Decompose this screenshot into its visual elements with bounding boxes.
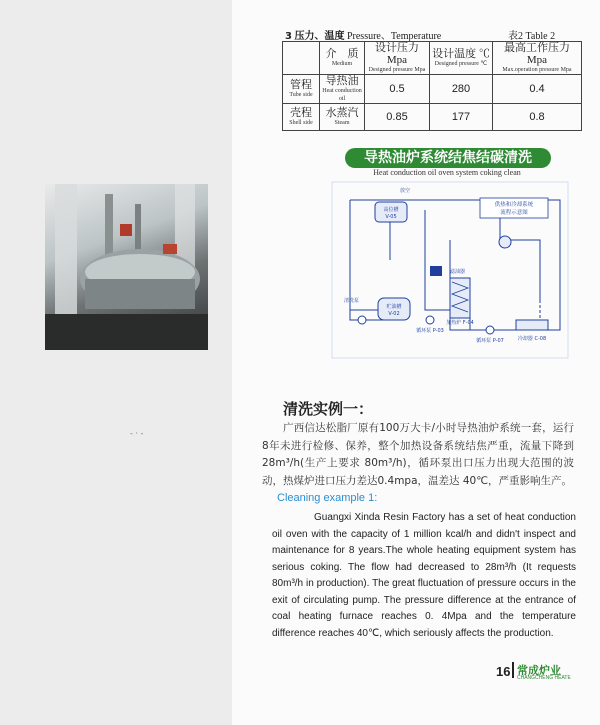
tank-v05-label-line2: V-05	[385, 214, 397, 220]
row-side-cell	[283, 104, 320, 131]
diagram-title-banner: 导热油炉系统结焦结碳清洗	[345, 148, 551, 168]
table-header-cell	[365, 42, 430, 75]
boiler-room-illustration	[45, 184, 208, 350]
medium-en: Heat conduction oil	[322, 88, 362, 102]
medium-en: Steam	[334, 120, 350, 126]
side-en: Tube side	[289, 92, 313, 98]
tank-v02-label-line1: 贮油槽	[386, 304, 402, 310]
row-medium-cell	[320, 75, 365, 104]
english-heading: Cleaning example 1:	[277, 492, 378, 504]
row-max-pressure-cell: 0.8	[493, 104, 582, 131]
header-en: Designed pressure Mpa	[368, 67, 426, 73]
row-pressure-cell: 0.5	[365, 75, 430, 104]
vent-label: 放空	[400, 188, 411, 194]
table-header-cell	[493, 42, 582, 75]
flow-diagram-label-line2: 流程示意图	[500, 210, 528, 216]
pump-p03	[426, 316, 434, 324]
process-flow-diagram	[330, 180, 570, 360]
header-cn: 设计压力 Mpa	[375, 42, 419, 66]
chinese-body-text: 广西信达松脂厂原有100万大卡/小时导热油炉系统一套，运行8年未进行检修、保养，整个加热设备系统结焦严重，流量下降到28m³/h(生产上要求 80m³/h)，循环泵出口压力出现大范围的波动，热煤炉进口压力差达0.4mpa，温差达 40℃，严重影响生产。	[262, 422, 574, 487]
brand-name-cn: 常成炉业	[517, 664, 561, 677]
table-title	[285, 27, 441, 42]
left-margin-strip	[0, 0, 232, 725]
english-body-text: Guangxi Xinda Resin Factory has a set of heat conduction oil oven with the capacity of 1 million kcal/h and didn't inspect and maintenance for 8 years.The whole heating equipment system has serious coking. The flow had decreased to 28m³/h (It requests 80m³/h in production). The great fluctuation of pressure occurs in the exit of circulating pump. The pressure difference at the entrance of coal heating furnace reaches 0. 4Mpa and the temperature difference reaches 40℃, which seriously affects the production.	[272, 512, 576, 639]
table-row	[283, 75, 582, 104]
spec-table	[282, 41, 582, 131]
filter-label: 滤油器	[450, 269, 466, 275]
furnace-label: 加热炉 F-04	[446, 320, 474, 326]
table-header-cell	[430, 42, 493, 75]
pipe-line	[500, 240, 540, 300]
table-row	[283, 104, 582, 131]
row-max-pressure-cell: 0.4	[493, 75, 582, 104]
row-pressure-cell: 0.85	[365, 104, 430, 131]
side-en: Shell side	[289, 120, 313, 126]
tank-v05-label-line1: 高位槽	[383, 207, 399, 213]
medium-cn: 水蒸汽	[325, 107, 359, 119]
header-en: Max.operation pressure Mpa	[502, 67, 572, 73]
decorative-mark: - · -	[130, 429, 144, 438]
footer-divider	[512, 662, 514, 678]
header-cn: 介 质	[325, 48, 359, 60]
row-temperature-cell: 177	[430, 104, 493, 131]
row-side-cell	[283, 75, 320, 104]
row-medium-cell	[320, 104, 365, 131]
table-title-number: 3	[285, 31, 292, 42]
clean-pump-label: 清洗泵	[344, 298, 360, 304]
pipe-line	[425, 210, 450, 310]
header-en: Medium	[331, 61, 353, 67]
table-title-cn: 压力、温度	[294, 31, 345, 42]
header-cn: 设计温度 ℃	[432, 48, 490, 60]
pump-p07	[486, 326, 494, 334]
table-label: 表2 Table 2	[508, 31, 556, 42]
side-cn: 壳程	[290, 107, 312, 119]
tank-v02-label-line2: V-02	[388, 311, 400, 317]
table-header-row	[283, 42, 582, 75]
row-temperature-cell: 280	[430, 75, 493, 104]
table-title-en: Pressure、Temperature	[346, 31, 442, 42]
brand-name-en: CHANGCHENG HEATE	[517, 675, 571, 681]
clean-pump	[358, 316, 366, 324]
separator-vessel	[499, 236, 511, 248]
diagram-subtitle: Heat conduction oil oven system coking clean	[373, 168, 521, 177]
pump-p07-label: 循环泵 P-07	[476, 338, 504, 344]
filter-unit	[430, 266, 442, 276]
boiler-room-photo	[45, 184, 208, 350]
side-cn: 管程	[290, 79, 312, 91]
medium-cn: 导热油	[325, 75, 359, 87]
cooler-label: 冷却器 C-08	[517, 336, 547, 342]
table-corner-cell	[283, 42, 320, 75]
page-number: 16	[496, 664, 511, 679]
table-header-cell	[320, 42, 365, 75]
cooler-c08	[516, 320, 548, 330]
pump-p03-label: 循环泵 P-03	[416, 328, 444, 334]
header-en: Designed pressure ℃	[434, 61, 488, 67]
header-cn: 最高工作压力 Mpa	[504, 42, 570, 66]
flow-diagram-label-line1: 供热和冷却系统	[494, 202, 534, 208]
section-title: 清洗实例一：	[283, 400, 374, 418]
